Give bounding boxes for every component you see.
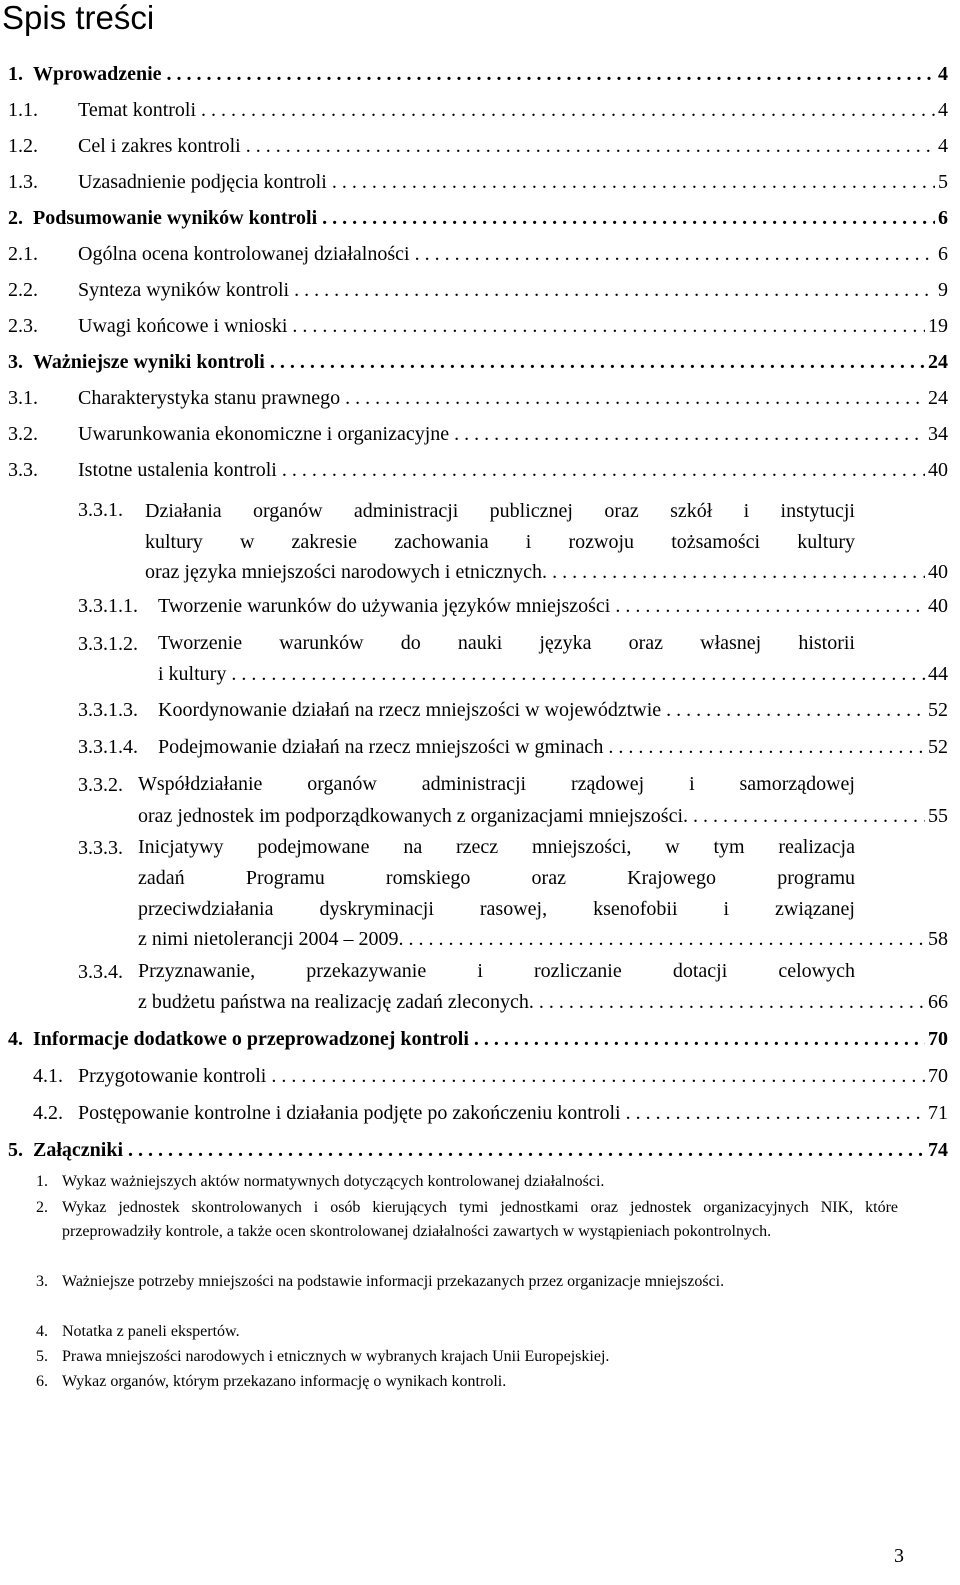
toc-entry-text-line: Przyznawanie, przekazywanie i rozliczanie dotacji celowych (138, 960, 855, 982)
toc-entry-lastline (0, 925, 960, 953)
toc-entry-number: 4.2. (33, 1102, 63, 1124)
toc-entry-page: 6 (935, 240, 948, 268)
toc-entry[interactable] (0, 348, 960, 376)
toc-entry-text: z nimi nietolerancji 2004 – 2009. . . . (138, 928, 948, 950)
toc-entry-wrapped-text (145, 496, 855, 558)
toc-entry-text: Załączniki . . . (33, 1139, 948, 1161)
toc-entry-text: Istotne ustalenia kontroli . . . (78, 459, 948, 481)
toc-entry-number: 2.2. (8, 279, 38, 301)
toc-entry[interactable] (0, 132, 960, 160)
toc-entry-text: Charakterystyka stanu prawnego . . . (78, 387, 948, 409)
annex-number: 2. (36, 1199, 48, 1216)
toc-entry-text-line: Tworzenie warunków do nauki języka oraz własnej historii (158, 632, 855, 654)
toc-entry-text-line: Działania organów administracji publicznej oraz szkół i instytucji (145, 500, 855, 522)
toc-entry-number: 3.3.1.4. (78, 736, 138, 758)
toc-entry-number: 1.1. (8, 99, 38, 121)
toc-entry-text-line: Inicjatywy podejmowane na rzecz mniejszości, w tym realizacja (138, 836, 855, 858)
toc-entry[interactable] (0, 592, 960, 620)
toc-entry-text: Przygotowanie kontroli . . . (78, 1065, 948, 1087)
toc-entry-number: 1.3. (8, 171, 38, 193)
toc-entry-text: Uwagi końcowe i wnioski . . . (78, 315, 948, 337)
toc-entry-page: 71 (925, 1099, 948, 1127)
toc-entry-number: 2.1. (8, 243, 38, 265)
toc-entry-text: Podsumowanie wyników kontroli . . . (33, 207, 948, 229)
toc-entry[interactable] (0, 276, 960, 304)
toc-entry-text-line: kultury w zakresie zachowania i rozwoju tożsamości kultury (145, 531, 855, 553)
toc-entry-number: 4.1. (33, 1065, 63, 1087)
toc-entry[interactable] (0, 204, 960, 232)
toc-entry-number: 5. (8, 1139, 23, 1161)
annex-number: 6. (36, 1373, 48, 1390)
toc-entry[interactable] (0, 1099, 960, 1127)
toc-entry-text: z budżetu państwa na realizację zadań zleconych. . . . (138, 991, 948, 1013)
toc-entry[interactable] (0, 696, 960, 724)
toc-entry-wrapped-text (138, 769, 855, 800)
toc-entry-page: 55 (925, 802, 948, 830)
annex-item (0, 1270, 960, 1318)
toc-entry-page: 66 (925, 988, 948, 1016)
toc-entry-text: Uzasadnienie podjęcia kontroli . . . (78, 171, 948, 193)
toc-entry-number: 2. (8, 207, 23, 229)
annex-number: 5. (36, 1348, 48, 1365)
toc-entry[interactable] (0, 1062, 960, 1090)
toc-entry[interactable] (0, 384, 960, 412)
toc-entry-number: 1. (8, 63, 23, 85)
toc-entry-page: 5 (935, 168, 948, 196)
toc-entry-number: 3.1. (8, 387, 38, 409)
toc-entry-text: Temat kontroli . . . (78, 99, 948, 121)
toc-entry-number: 3.3. (8, 459, 38, 481)
toc-entry-page: 70 (925, 1062, 948, 1090)
toc-entry-page: 74 (925, 1136, 948, 1164)
toc-entry-lastline (0, 660, 960, 688)
toc-entry[interactable] (0, 60, 960, 88)
toc-entry-page: 24 (925, 384, 948, 412)
annex-item (0, 1345, 960, 1369)
toc-entry-number: 3.3.4. (78, 961, 123, 983)
toc-entry-page: 52 (925, 733, 948, 761)
toc-entry-text: Ogólna ocena kontrolowanej działalności . . . (78, 243, 948, 265)
toc-entry-page: 58 (925, 925, 948, 953)
toc-entry-number: 3.3.1.2. (78, 633, 138, 655)
toc-entry-text: Koordynowanie działań na rzecz mniejszości w województwie . . . (158, 699, 948, 721)
toc-entry-wrapped-text (138, 956, 855, 987)
toc-entry-number: 3.3.1.1. (78, 595, 138, 617)
toc-entry-page: 40 (925, 456, 948, 484)
toc-entry-number: 3.2. (8, 423, 38, 445)
toc-entry[interactable] (0, 1025, 960, 1053)
annex-number: 4. (36, 1323, 48, 1340)
annex-item (0, 1196, 960, 1268)
toc-entry-text-line: Współdziałanie organów administracji rządowej i samorządowej (138, 773, 855, 795)
toc-entry-page: 4 (935, 96, 948, 124)
annex-text: Ważniejsze potrzeby mniejszości na podstawie informacji przekazanych przez organizacje mniejszości. (62, 1273, 725, 1290)
toc-entry-text-line: przeciwdziałania dyskryminacji rasowej, ksenofobii i związanej (138, 898, 855, 920)
toc-entry-wrapped-text (158, 628, 855, 659)
toc-entry-number: 2.3. (8, 315, 38, 337)
toc-entry-page: 9 (935, 276, 948, 304)
annex-number: 1. (36, 1173, 48, 1190)
annex-text: Notatka z paneli ekspertów. (62, 1323, 240, 1340)
toc-entry[interactable] (0, 96, 960, 124)
annex-text: Wykaz organów, którym przekazano informację o wynikach kontroli. (62, 1373, 507, 1390)
annex-number: 3. (36, 1273, 48, 1290)
toc-entry-text-line: zadań Programu romskiego oraz Krajowego programu (138, 867, 855, 889)
toc-entry-text: Informacje dodatkowe o przeprowadzonej kontroli . . . (33, 1028, 948, 1050)
toc-entry[interactable] (0, 1136, 960, 1164)
toc-entry-page: 70 (925, 1025, 948, 1053)
toc-entry[interactable] (0, 420, 960, 448)
toc-entry-text: Cel i zakres kontroli . . . (78, 135, 948, 157)
toc-entry[interactable] (0, 240, 960, 268)
toc-entry-page: 34 (925, 420, 948, 448)
toc-entry-text: Tworzenie warunków do używania języków mniejszości . . . (158, 595, 948, 617)
toc-entry-lastline (0, 988, 960, 1016)
annex-item (0, 1370, 960, 1394)
page-number: 3 (894, 1545, 904, 1567)
toc-entry-page: 6 (935, 204, 948, 232)
toc-entry-number: 3. (8, 351, 23, 373)
toc-entry-text: Synteza wyników kontroli . . . (78, 279, 948, 301)
page-title: Spis treści (2, 0, 155, 36)
toc-entry-text: Postępowanie kontrolne i działania podjęte po zakończeniu kontroli . . . (78, 1102, 948, 1124)
toc-entry-page: 4 (935, 60, 948, 88)
toc-entry-text: Ważniejsze wyniki kontroli . . . (33, 351, 948, 373)
toc-entry-page: 40 (925, 592, 948, 620)
toc-entry-page: 40 (925, 558, 948, 586)
toc-entry-number: 1.2. (8, 135, 38, 157)
toc-entry-number: 3.3.1. (78, 499, 123, 521)
toc-entry-page: 4 (935, 132, 948, 160)
toc-entry-lastline (0, 558, 960, 586)
toc-entry-number: 4. (8, 1028, 23, 1050)
toc-entry-page: 44 (925, 660, 948, 688)
annex-text: Prawa mniejszości narodowych i etnicznych w wybranych krajach Unii Europejskiej. (62, 1348, 610, 1365)
toc-entry-page: 52 (925, 696, 948, 724)
toc-entry-lastline (0, 802, 960, 830)
toc-entry-text: Wprowadzenie . . . (33, 63, 948, 85)
annex-text: Wykaz jednostek skontrolowanych i osób kierujących tymi jednostkami oraz jednostek organizacyjnych NIK, które przeprowadziły kontrole, a także ocen skontrolowanej działalności zawartych w wystąpieniach pokontrolnych. (62, 1199, 898, 1240)
toc-entry[interactable] (0, 456, 960, 484)
toc-entry-number: 3.3.1.3. (78, 699, 138, 721)
toc-entry[interactable] (0, 312, 960, 340)
toc-entry[interactable] (0, 168, 960, 196)
toc-entry-text: oraz języka mniejszości narodowych i etnicznych. . . . (145, 561, 948, 583)
toc-entry-text: i kultury . . . (158, 663, 948, 685)
toc-entry-page: 24 (925, 348, 948, 376)
annex-text: Wykaz ważniejszych aktów normatywnych dotyczących kontrolowanej działalności. (62, 1173, 605, 1190)
toc-entry-text: Podejmowanie działań na rzecz mniejszości w gminach . . . (158, 736, 948, 758)
toc-entry[interactable] (0, 733, 960, 761)
toc-entry-number: 3.3.3. (78, 837, 123, 859)
annex-item (0, 1170, 960, 1194)
toc-entry-number: 3.3.2. (78, 774, 123, 796)
toc-entry-text: Uwarunkowania ekonomiczne i organizacyjne . . . (78, 423, 948, 445)
toc-entry-text: oraz jednostek im podporządkowanych z organizacjami mniejszości. . . . (138, 805, 948, 827)
toc-entry-page: 19 (925, 312, 948, 340)
annex-item (0, 1320, 960, 1344)
toc-entry-wrapped-text (138, 832, 855, 925)
